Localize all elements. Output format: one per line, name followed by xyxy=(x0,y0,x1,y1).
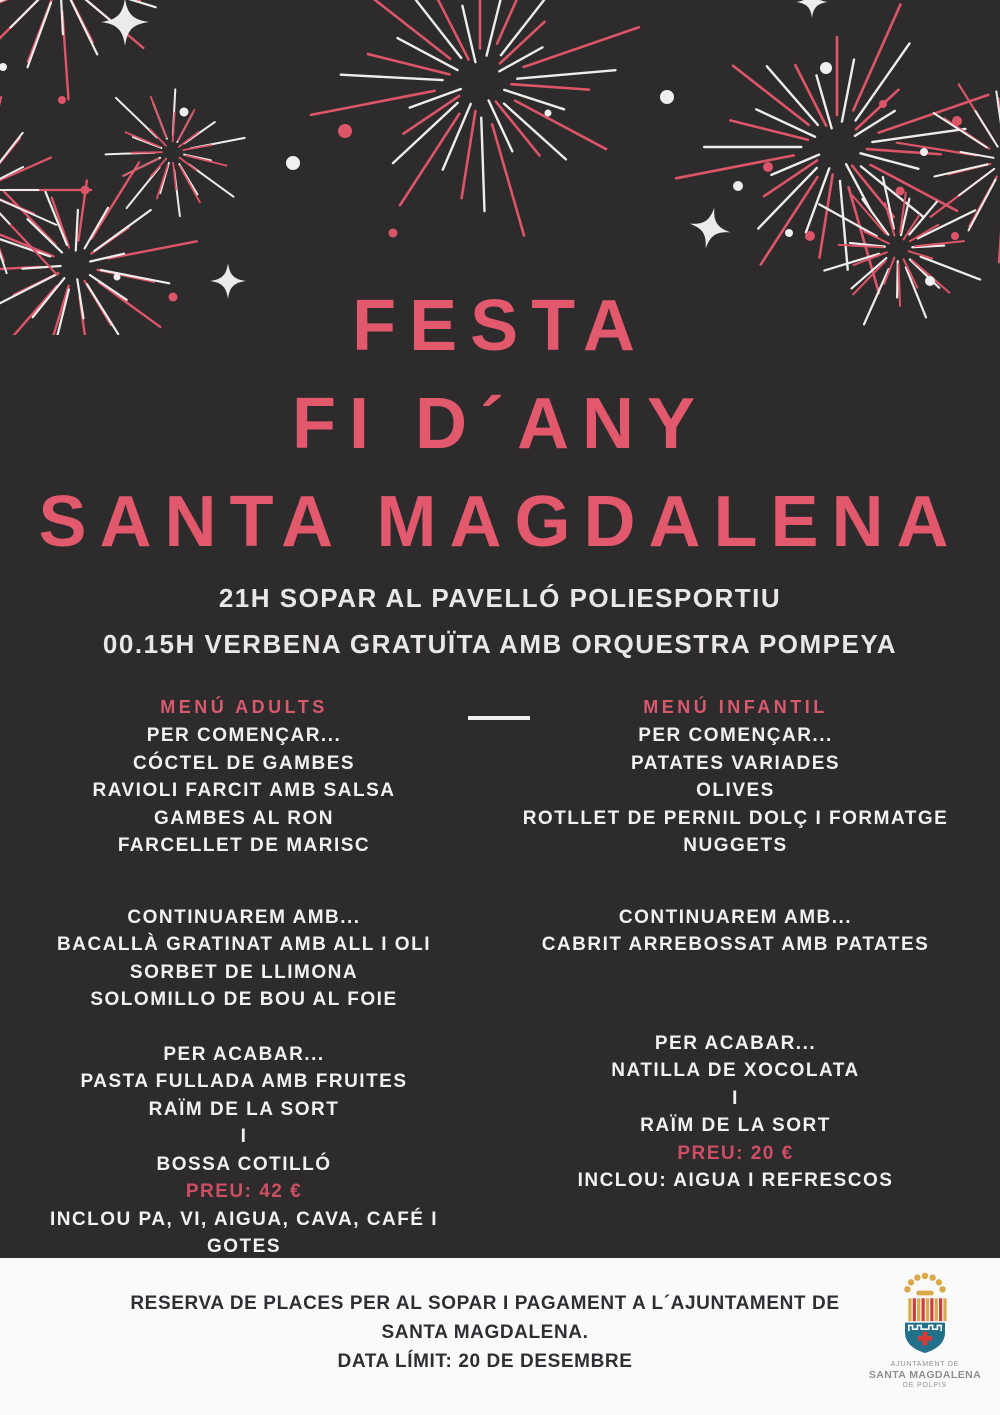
schedule-verbena: 00.15H VERBENA GRATUÏTA AMB ORQUESTRA POMPEYA xyxy=(102,629,898,659)
menu-item xyxy=(478,860,993,904)
menu-item: RAÏM DE LA SORT xyxy=(148,1098,340,1120)
menu-item: PREU: 20 € xyxy=(677,1142,794,1164)
menu-adults-title: MENÚ ADULTS xyxy=(160,697,328,717)
reservation-note-line1: RESERVA DE PLACES PER AL SOPAR I PAGAMENT A L´AJUNTAMENT DE xyxy=(130,1293,840,1314)
menu-item: PATATES VARIADES xyxy=(630,752,841,774)
reservation-note-line2: SANTA MAGDALENA. xyxy=(381,1322,589,1343)
menu-item xyxy=(18,1014,470,1041)
menu-item: BOSSA COTILLÓ xyxy=(156,1153,332,1175)
title-line-1: FESTA xyxy=(352,286,648,366)
menu-item: GAMBES AL RON xyxy=(154,807,334,829)
reservation-note xyxy=(95,1289,875,1376)
logo-org-prefix: AJUNTAMENT DE xyxy=(890,1361,960,1368)
footer xyxy=(0,1258,1000,1415)
logo-org-name: SANTA MAGDALENA xyxy=(868,1369,982,1381)
event-schedule xyxy=(0,575,1000,667)
menu-item: PER ACABAR... xyxy=(163,1043,325,1065)
sparkle-icon xyxy=(101,0,149,46)
menus-section xyxy=(18,692,993,1261)
menu-item: I xyxy=(732,1087,739,1109)
menu-item: PER COMENÇAR... xyxy=(146,725,342,746)
menu-item: CÓCTEL DE GAMBES xyxy=(132,752,356,774)
title-line-2: FI D´ANY xyxy=(292,384,708,464)
menu-item: CONTINUAREM AMB... xyxy=(127,906,361,928)
menu-item: BACALLÀ GRATINAT AMB ALL I OLI xyxy=(57,934,431,955)
menu-item: SORBET DE LLIMONA xyxy=(129,961,359,983)
menu-item: OLIVES xyxy=(696,780,775,801)
menu-item: PER COMENÇAR... xyxy=(638,725,833,746)
menu-item: I xyxy=(240,1126,248,1147)
reservation-note-line3: DATA LÍMIT: 20 DE DESEMBRE xyxy=(337,1351,633,1372)
menu-item: SOLOMILLO DE BOU AL FOIE xyxy=(90,989,398,1010)
menu-item: NUGGETS xyxy=(683,835,788,856)
menu-item: PER ACABAR... xyxy=(654,1032,817,1054)
coat-of-arms-icon xyxy=(885,1270,965,1358)
menu-item xyxy=(478,959,993,1003)
poster-title-block xyxy=(0,277,1000,571)
menu-item: INCLOU PA, VI, AIGUA, CAVA, CAFÉ I GOTES xyxy=(49,1208,439,1257)
menu-infantil xyxy=(478,692,993,1261)
menu-item: CABRIT ARREBOSSAT AMB PATATES xyxy=(541,934,930,955)
menu-adults-items xyxy=(18,722,470,1261)
confetti-dots xyxy=(0,62,962,302)
title-line-3: SANTA MAGDALENA xyxy=(38,482,962,562)
town-hall-logo xyxy=(864,1270,986,1389)
sparkle-icon xyxy=(685,203,735,253)
menu-item xyxy=(18,860,470,904)
menu-item: FARCELLET DE MARISC xyxy=(117,835,371,856)
menu-infantil-items xyxy=(478,722,993,1195)
menu-item: RAÏM DE LA SORT xyxy=(640,1115,831,1136)
menu-item: PREU: 42 € xyxy=(185,1181,303,1202)
menu-adults xyxy=(18,692,470,1261)
menu-item: PASTA FULLADA AMB FRUITES xyxy=(80,1071,408,1092)
menu-item: NATILLA DE XOCOLATA xyxy=(611,1060,860,1081)
menu-item: CONTINUAREM AMB... xyxy=(618,906,853,928)
menu-item: INCLOU: AIGUA I REFRESCOS xyxy=(577,1170,894,1191)
menu-item xyxy=(478,1003,993,1030)
schedule-dinner: 21H SOPAR AL PAVELLÓ POLIESPORTIU xyxy=(218,583,782,613)
menu-item: ROTLLET DE PERNIL DOLÇ I FORMATGE xyxy=(522,807,949,829)
menu-infantil-title: MENÚ INFANTIL xyxy=(643,697,828,717)
firework-burst xyxy=(0,0,202,117)
firework-burst xyxy=(311,0,639,235)
logo-org-location: DE POLPIS xyxy=(902,1382,948,1389)
menu-item: RAVIOLI FARCIT AMB SALSA xyxy=(92,780,396,801)
sparkle-icon xyxy=(796,0,828,18)
